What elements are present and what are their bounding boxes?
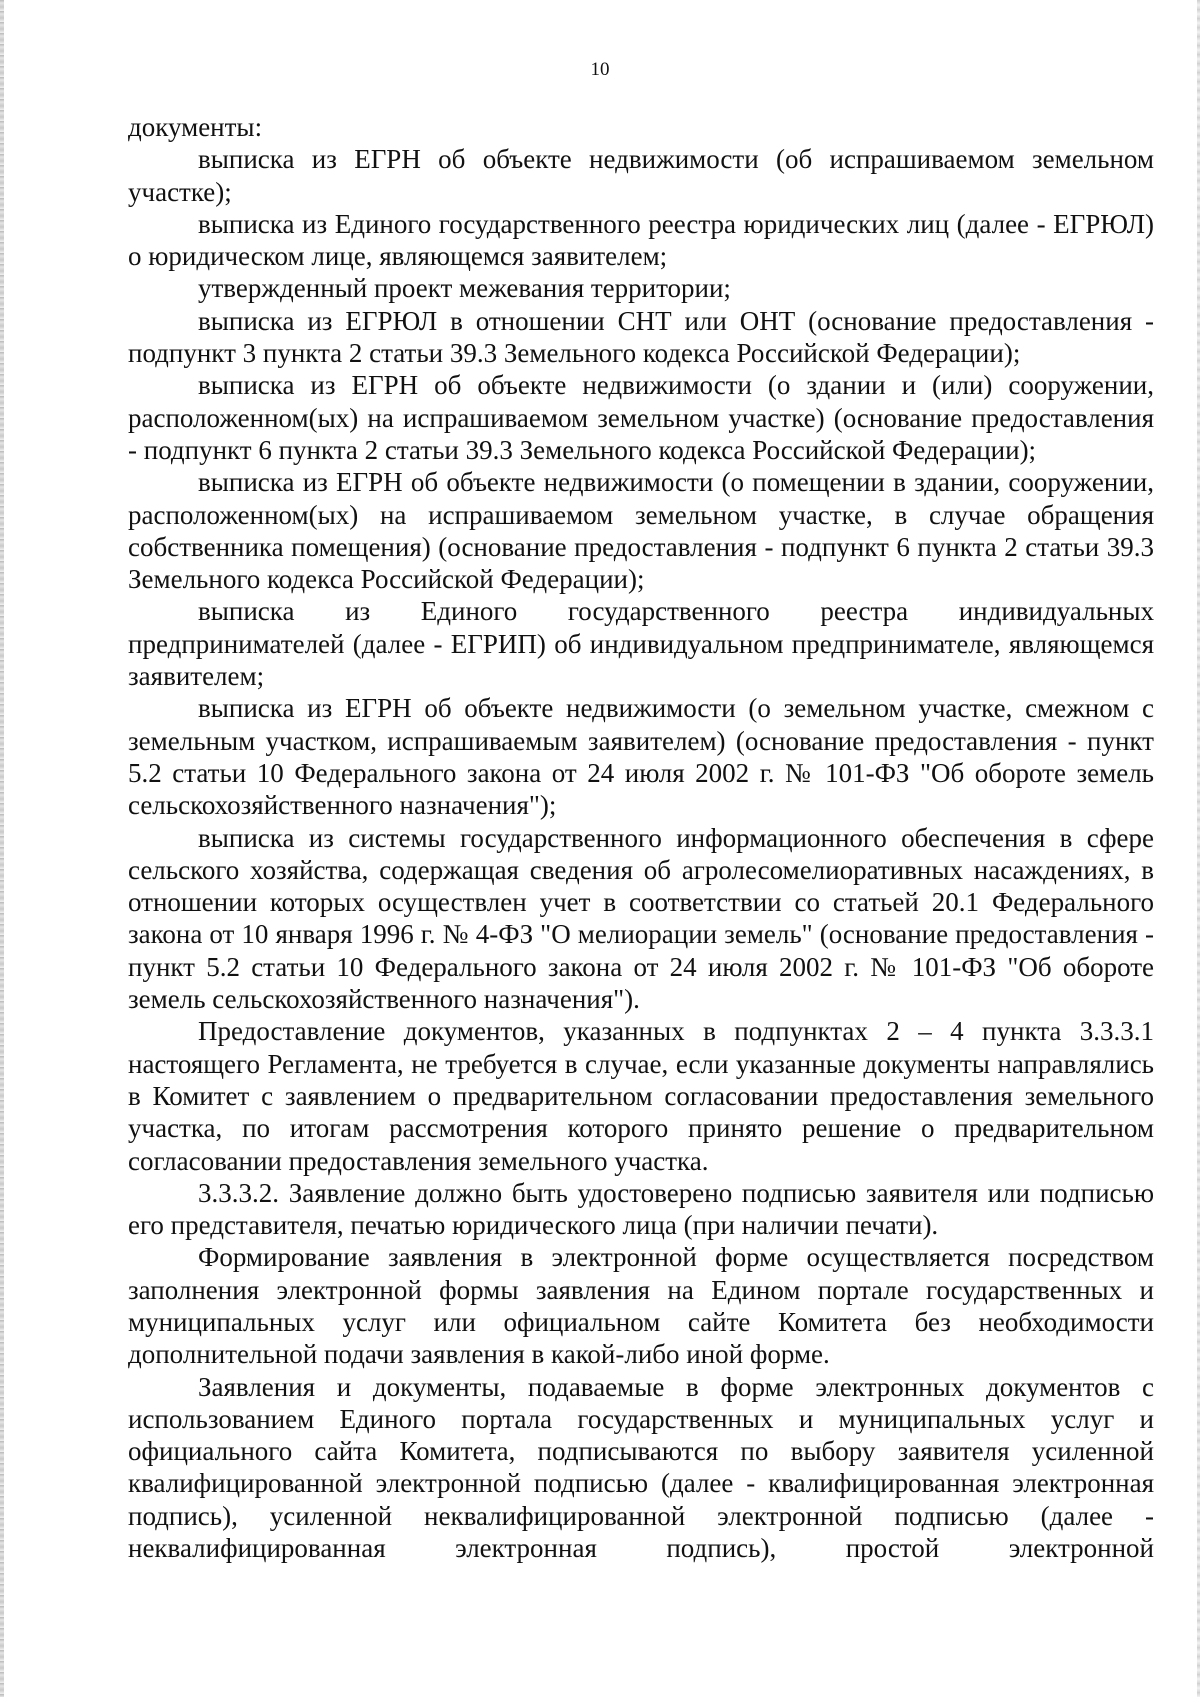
paragraph-electronic-form: Формирование заявления в электронной форме осуществляется посредством заполнения электронной формы заявления на Едином портале государственных и муниципальных услуг или официальном сайте Комитета без необходимости дополнительной подачи заявления в какой-либо иной форме. (128, 1242, 1154, 1370)
document-body (128, 111, 1154, 1564)
paragraph-egrn-adjacent-plot: выписка из ЕГРН об объекте недвижимости (о земельном участке, смежном с земельным участком, испрашиваемым заявителем) (основание предоставления - пункт 5.2 статьи 10 Федерального закона от 24 июля 2002 г. № 101-ФЗ "Об обороте земель сельскохозяйственного назначения"); (128, 693, 1154, 821)
paragraph-egrip: выписка из Единого государственного реестра индивидуальных предпринимателей (далее - ЕГРИП) об индивидуальном предпринимателе, являющемся заявителем; (128, 596, 1154, 692)
paragraph-egrn-land-plot: выписка из ЕГРН об объекте недвижимости (об испрашиваемом земельном участке); (128, 144, 1154, 207)
scan-edge-left (0, 0, 4, 1697)
page-number: 10 (590, 59, 610, 80)
paragraph-egrn-premises: выписка из ЕГРН об объекте недвижимости (о помещении в здании, сооружении, расположенном(ых) на испрашиваемом земельном участке, в случае обращения собственника помещения) (основание предоставления - подпункт 6 пункта 2 статьи 39.3 Земельного кодекса Российской Федерации); (128, 467, 1154, 595)
paragraph-egrul-legal-entity: выписка из Единого государственного реестра юридических лиц (далее - ЕГРЮЛ) о юридическом лице, являющемся заявителем; (128, 208, 1154, 272)
paragraph-electronic-signatures: Заявления и документы, подаваемые в форме электронных документов с использованием Единого портала государственных и муниципальных услуг и официального сайта Комитета, подписываются по выбору заявителя усиленной квалифицированной электронной подписью (далее - квалифицированная электронная подпись), усиленной неквалифицированной электронной подписью (далее - неквалифицированная электронная подпись), простой электронной (128, 1371, 1154, 1564)
paragraph-agro-forest-plantings: выписка из системы государственного информационного обеспечения в сфере сельского хозяйства, содержащая сведения об агролесомелиоративных насаждениях, в отношении которых осуществлен учет в соответствии со статьей 20.1 Федерального закона от 10 января 1996 г. № 4-ФЗ "О мелиорации земель" (основание предоставления - пункт 5.2 статьи 10 Федерального закона от 24 июля 2002 г. № 101-ФЗ "Об обороте земель сельскохозяйственного назначения"). (128, 822, 1154, 1015)
paragraph-egrul-snt-ont: выписка из ЕГРЮЛ в отношении СНТ или ОНТ (основание предоставления - подпункт 3 пункта 2 статьи 39.3 Земельного кодекса Российской Федерации); (128, 305, 1154, 369)
paragraph-documents-heading: документы: (128, 112, 263, 142)
paragraph-3-3-3-2-signature: 3.3.3.2. Заявление должно быть удостоверено подписью заявителя или подписью его представителя, печатью юридического лица (при наличии печати). (128, 1177, 1154, 1241)
paragraph-documents-not-required: Предоставление документов, указанных в подпунктах 2 – 4 пункта 3.3.3.1 настоящего Регламента, не требуется в случае, если указанные документы направлялись в Комитет с заявлением о предварительном согласовании предоставления земельного участка, по итогам рассмотрения которого принято решение о предварительном согласовании предоставления земельного участка. (128, 1016, 1154, 1176)
paragraph-egrn-building: выписка из ЕГРН об объекте недвижимости (о здании и (или) сооружении, расположенном(ых) на испрашиваемом земельном участке) (основание предоставления - подпункт 6 пункта 2 статьи 39.3 Земельного кодекса Российской Федерации); (128, 370, 1154, 465)
paragraph-survey-project: утвержденный проект межевания территории; (198, 273, 731, 304)
